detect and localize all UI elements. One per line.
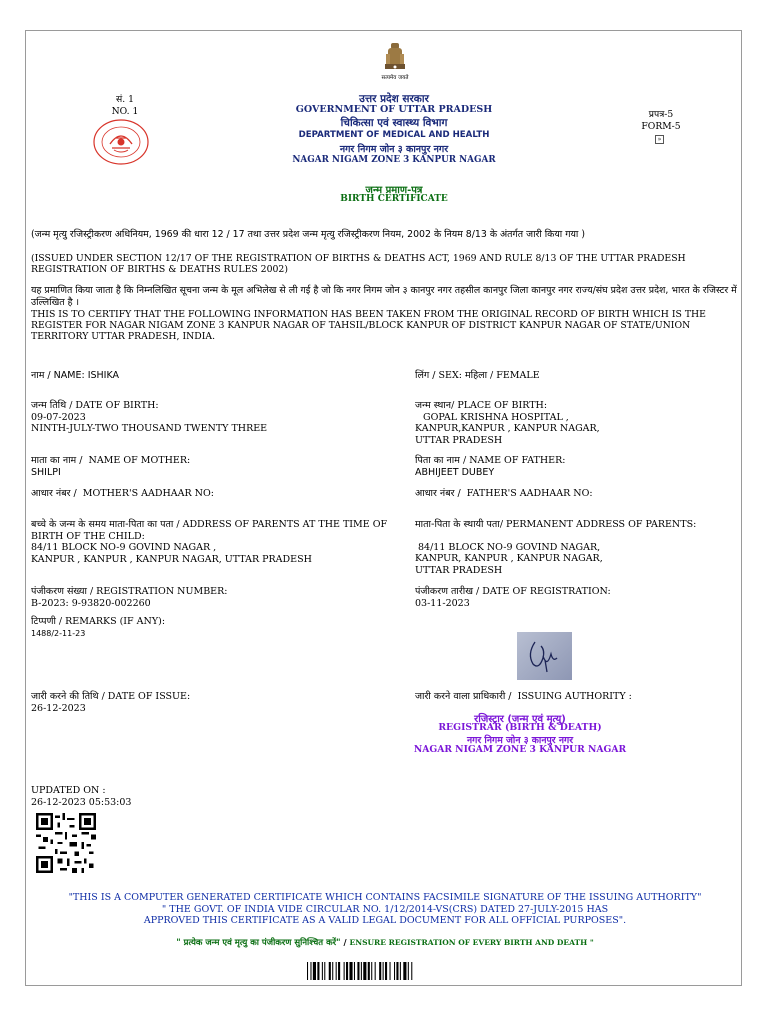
barcode-bar <box>394 962 395 980</box>
barcode-bar <box>411 962 412 980</box>
updated-label: UPDATED ON : <box>31 785 106 796</box>
registration-date-block <box>415 586 735 609</box>
remarks-label: / REMARKS (IF ANY): <box>55 616 166 627</box>
dept-title-hindi: चिकित्सा एवं स्वास्थ्य विभाग <box>340 117 448 129</box>
father-block <box>415 455 735 478</box>
pob-line1: GOPAL KRISHNA HOSPITAL , <box>423 411 569 423</box>
permanent-address-block <box>415 519 735 576</box>
barcode-bar <box>379 962 381 980</box>
registrar-zone: NAGAR NIGAM ZONE 3 KANPUR NAGAR <box>413 744 627 755</box>
registration-date: 03-11-2023 <box>415 597 470 609</box>
father-label: / NAME OF FATHER: <box>459 455 566 466</box>
barcode-bar <box>310 962 311 980</box>
pob-block <box>415 400 735 446</box>
permanent-address-line1: 84/11 BLOCK NO-9 GOVIND NAGAR, <box>418 541 601 553</box>
form-no-hindi: प्रपत्र-5 <box>648 109 674 120</box>
emblem-motto: सत्यमेव जयते <box>381 75 409 81</box>
sex-label: SEX: <box>438 370 465 381</box>
govt-title-hindi: उत्तर प्रदेश सरकार <box>359 93 429 105</box>
mother-label: NAME OF MOTHER: <box>88 455 191 466</box>
sex-label-hindi: लिंग / <box>415 370 439 381</box>
barcode-bar <box>363 962 366 980</box>
issue-date-label: / DATE OF ISSUE: <box>98 691 191 702</box>
footer-circular-note: " THE GOVT. OF INDIA VIDE CIRCULAR NO. 1/12/2014-VS(CRS) DATED 27-JULY-2015 HAS <box>161 904 609 915</box>
pob-label: / PLACE OF BIRTH: <box>451 400 548 411</box>
barcode-bar <box>400 962 401 980</box>
address-at-birth-block <box>31 519 391 565</box>
father-label-hindi: पिता का नाम <box>415 455 460 466</box>
footer-legal-note: APPROVED THIS CERTIFICATE AS A VALID LEGAL DOCUMENT FOR ALL OFFICIAL PURPOSES". <box>143 915 627 926</box>
address-at-birth-label: / ADDRESS OF PARENTS AT THE TIME OF BIRTH OF THE CHILD: <box>31 519 388 542</box>
certificate-title-hindi: जन्म प्रमाण-पत्र <box>365 185 423 196</box>
pob-line2: KANPUR,KANPUR , KANPUR NAGAR, <box>415 423 600 434</box>
permanent-address-line3: UTTAR PRADESH <box>415 564 503 576</box>
barcode-bar <box>371 962 372 980</box>
name-label-hindi: नाम / <box>31 370 54 381</box>
form-box-icon: » <box>655 135 664 144</box>
permanent-address-label-hindi: माता-पिता के स्थायी पता <box>415 519 500 530</box>
registration-date-label: / DATE OF REGISTRATION: <box>472 586 611 597</box>
mother-block <box>31 455 401 478</box>
remarks-block <box>31 616 401 639</box>
address-at-birth-label-hindi: बच्चे के जन्म के समय माता-पिता का पता <box>31 519 174 530</box>
serial-no: NO. 1 <box>111 106 139 117</box>
barcode-bar <box>383 962 384 980</box>
form-no: FORM-5 <box>641 121 681 132</box>
issued-under: (ISSUED UNDER SECTION 12/17 OF THE REGISTRATION OF BIRTHS & DEATHS ACT, 1969 AND RULE 8/13 OF THE UTTAR PRADESH REGISTRATION OF BIRTHS & DEATHS RULES 2002) <box>31 253 686 276</box>
issue-date-label-hindi: जारी करने की तिथि <box>31 691 99 702</box>
zone-title-hindi: नगर निगम जोन ३ कानपुर नगर <box>339 144 449 155</box>
zone-title: NAGAR NIGAM ZONE 3 KANPUR NAGAR <box>292 155 496 165</box>
barcode-bar <box>368 962 370 980</box>
barcode-icon <box>307 962 462 980</box>
registration-number-block <box>31 586 401 609</box>
barcode-bar <box>349 962 352 980</box>
dob-label-hindi: जन्म तिथि <box>31 400 67 411</box>
barcode-bar <box>344 962 345 980</box>
barcode-bar <box>329 962 331 980</box>
issue-date-block <box>31 691 401 714</box>
issuing-authority-label-row <box>415 691 735 703</box>
dob-label: / DATE OF BIRTH: <box>66 400 159 411</box>
sex-value: FEMALE <box>496 370 540 381</box>
mother-aadhaar-label-hindi: आधार नंबर / <box>31 488 77 499</box>
barcode-bar <box>361 962 362 980</box>
name-label: NAME: <box>53 370 88 381</box>
address-at-birth-line2: KANPUR , KANPUR , KANPUR NAGAR, UTTAR PRADESH <box>31 553 312 565</box>
remarks-label-hindi: टिप्पणी <box>31 616 56 627</box>
registrar-title: REGISTRAR (BIRTH & DEATH) <box>438 722 602 733</box>
certificate-border <box>25 30 742 986</box>
barcode-bar <box>346 962 348 980</box>
issue-date: 26-12-2023 <box>31 702 86 714</box>
govt-title: GOVERNMENT OF UTTAR PRADESH <box>295 104 493 115</box>
up-government-seal-icon <box>92 118 150 166</box>
pob-label-hindi: जन्म स्थान <box>415 400 452 411</box>
barcode-bar <box>375 962 376 980</box>
barcode-bar <box>396 962 398 980</box>
registration-number: B-2023: 9-93820-002260 <box>31 597 151 609</box>
barcode-bar <box>354 962 355 980</box>
barcode-bar <box>322 962 323 980</box>
sex-value-hindi: महिला <box>464 370 488 381</box>
registration-slogan <box>30 937 740 948</box>
mother-aadhaar-row <box>31 488 401 500</box>
barcode-bar <box>313 962 316 980</box>
permanent-address-line2: KANPUR, KANPUR , KANPUR NAGAR, <box>415 553 603 564</box>
barcode-bar <box>317 962 319 980</box>
address-at-birth-line1: 84/11 BLOCK NO-9 GOVIND NAGAR , <box>31 542 217 553</box>
mother-aadhaar-label: MOTHER'S AADHAAR NO: <box>82 488 214 499</box>
slogan-hindi: " प्रत्येक जन्म एवं मृत्यु का पंजीकरण सुनिश्चित करें" <box>176 938 341 948</box>
father-aadhaar-row <box>415 488 735 500</box>
barcode-bar <box>385 962 387 980</box>
slogan-english: ENSURE REGISTRATION OF EVERY BIRTH AND DEATH " <box>349 938 594 947</box>
issuing-authority-label: ISSUING AUTHORITY : <box>517 691 632 702</box>
mother-name: SHILPI <box>31 466 61 478</box>
registrar-zone-hindi: नगर निगम जोन ३ कानपुर नगर <box>466 735 574 746</box>
barcode-bar <box>390 962 391 980</box>
father-name: ABHIJEET DUBEY <box>415 466 495 478</box>
barcode-bar <box>408 962 409 980</box>
certify-statement-hindi: यह प्रमाणित किया जाता है कि निम्नलिखित सूचना जन्म के मूल अभिलेख से ली गई है जो कि नगर निगम जोन ३ कानपुर नगर तहसील कानपुर जिला कानपुर नगर राज्य/संघ प्रदेश उत्तर प्रदेश, भारत के रजिस्टर में उल्लिखित है । <box>31 285 737 308</box>
name-row <box>31 370 391 382</box>
barcode-bar <box>324 962 325 980</box>
permanent-address-label: / PERMANENT ADDRESS OF PARENTS: <box>499 519 697 530</box>
updated-timestamp: 26-12-2023 05:53:03 <box>31 796 132 808</box>
slogan-separator: / <box>340 938 350 948</box>
barcode-bar <box>403 962 406 980</box>
barcode-bar <box>338 962 340 980</box>
dob-block <box>31 400 401 435</box>
registration-number-label: / REGISTRATION NUMBER: <box>86 586 228 597</box>
updated-block <box>31 785 331 808</box>
footer-facsimile-note: "THIS IS A COMPUTER GENERATED CERTIFICATE WHICH CONTAINS FACSIMILE SIGNATURE OF THE ISSUING AUTHORITY" <box>68 892 702 903</box>
issued-under-hindi: (जन्म मृत्यु रजिस्ट्रीकरण अधिनियम, 1969 की धारा 12 / 17 तथा उत्तर प्रदेश जन्म मृत्यु रजिस्ट्रीकरण नियम, 2002 के नियम 8/13 के अंतर्गत जारी किया गया ) <box>31 229 585 240</box>
barcode-bar <box>357 962 359 980</box>
registration-number-label-hindi: पंजीकरण संख्या <box>31 586 87 597</box>
certificate-title: BIRTH CERTIFICATE <box>340 194 448 204</box>
facsimile-signature-image <box>517 632 572 680</box>
mother-label-hindi: माता का नाम / <box>31 455 83 466</box>
dob-value: 09-07-2023 <box>31 411 86 423</box>
child-name: ISHIKA <box>87 370 120 381</box>
qr-code-icon <box>36 813 96 873</box>
barcode-bar <box>307 962 308 980</box>
barcode-bar <box>336 962 337 980</box>
certify-statement: THIS IS TO CERTIFY THAT THE FOLLOWING INFORMATION HAS BEEN TAKEN FROM THE ORIGINAL RECORD OF BIRTH WHICH IS THE REGISTER FOR NAGAR NIGAM ZONE 3 KANPUR NAGAR OF TAHSIL/BLOCK KANPUR OF DISTRICT KANPUR NAGAR OF STATE/UNION TERRITORY UTTAR PRADESH, INDIA. <box>31 309 706 343</box>
father-aadhaar-label-hindi: आधार नंबर / <box>415 488 461 499</box>
sex-row: लिंग / SEX: महिला / FEMALE <box>415 370 540 381</box>
barcode-bar <box>332 962 333 980</box>
pob-line3: UTTAR PRADESH <box>415 434 503 446</box>
dept-title: DEPARTMENT OF MEDICAL AND HEALTH <box>298 130 490 140</box>
registration-date-label-hindi: पंजीकरण तारीख <box>415 586 473 597</box>
father-aadhaar-label: FATHER'S AADHAAR NO: <box>466 488 593 499</box>
dob-words: NINTH-JULY-TWO THOUSAND TWENTY THREE <box>31 423 268 434</box>
registrar-title-hindi: रजिस्ट्रार (जन्म एवं मृत्यु) <box>474 714 566 725</box>
remarks-value: 1488/2-11-23 <box>31 628 86 638</box>
issuing-authority-label-hindi: जारी करने वाला प्राधिकारी / <box>415 691 512 702</box>
serial-no-hindi: सं. 1 <box>116 94 134 105</box>
